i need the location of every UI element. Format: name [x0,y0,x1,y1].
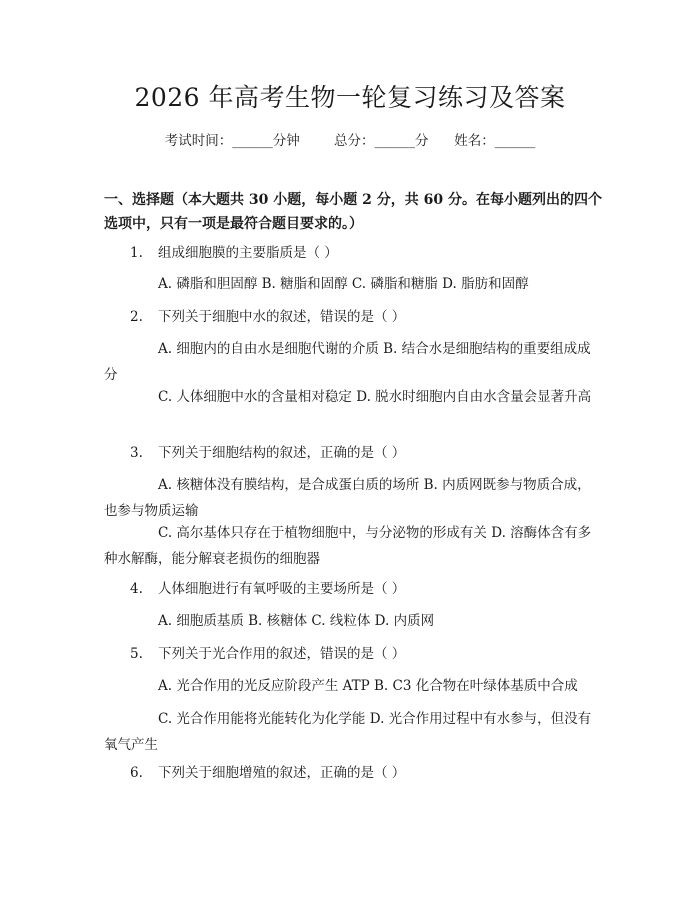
question-text: 人体细胞进行有氧呼吸的主要场所是（ ） [158,581,406,597]
question-text: 下列关于细胞结构的叙述，正确的是（ ） [158,445,406,461]
question-number: 6. [130,765,143,781]
question-number: 2. [130,309,143,325]
question-number: 3. [130,445,143,461]
question-number: 4. [130,581,143,597]
question-2-stem [104,304,599,330]
question-1-options: A. 磷脂和胆固醇 B. 糖脂和固醇 C. 磷脂和糖脂 D. 脂肪和固醇 [158,276,529,292]
question-text: 下列关于光合作用的叙述，错误的是（ ） [158,646,406,662]
question-3-options-line-2: C. 高尔基体只存在于植物细胞中，与分泌物的形成有关 D. 溶酶体含有多种水解酶，能分解衰老损伤的细胞器 [104,525,592,567]
question-4-stem [104,576,599,602]
question-text: 下列关于细胞增殖的叙述，正确的是（ ） [158,765,406,781]
question-2-options-line-1: A. 细胞内的自由水是细胞代谢的介质 B. 结合水是细胞结构的重要组成成分 [104,341,591,383]
exam-info-line [0,131,700,151]
question-3-stem [104,440,599,466]
question-number: 1. [130,245,143,261]
time-blank: ______ [232,133,273,149]
question-4-options: A. 细胞质基质 B. 核糖体 C. 线粒体 D. 内质网 [158,613,435,629]
score-unit: 分 [415,133,429,149]
time-label: 考试时间： [164,133,233,149]
question-5-options-line-2: C. 光合作用能将光能转化为化学能 D. 光合作用过程中有水参与，但没有氧气产生 [104,711,592,753]
question-number: 5. [130,646,143,662]
question-5-options-line-1: A. 光合作用的光反应阶段产生 ATP B. C3 化合物在叶绿体基质中合成 [158,678,578,694]
question-text: 下列关于细胞中水的叙述，错误的是（ ） [158,309,406,325]
question-text: 组成细胞膜的主要脂质是（ ） [158,245,338,261]
name-blank: ______ [494,133,536,149]
name-label: 姓名： [454,133,495,149]
question-5-stem [104,641,599,667]
question-6-stem [104,760,599,786]
page-title: 2026 年高考生物一轮复习练习及答案 [134,83,566,112]
question-1-stem [104,240,599,266]
section-heading: 一、选择题（本大题共 30 小题，每小题 2 分，共 60 分。在每小题列出的四个选项中，只有一项是最符合题目要求的。） [104,192,602,232]
question-2-options-line-2: C. 人体细胞中水的含量相对稳定 D. 脱水时细胞内自由水含量会显著升高 [158,389,592,405]
time-unit: 分钟 [272,133,300,149]
score-blank: ______ [374,133,416,149]
score-label: 总分： [334,133,375,149]
question-3-options-line-1: A. 核糖体没有膜结构，是合成蛋白质的场所 B. 内质网既参与物质合成，也参与物质运输 [104,477,591,519]
